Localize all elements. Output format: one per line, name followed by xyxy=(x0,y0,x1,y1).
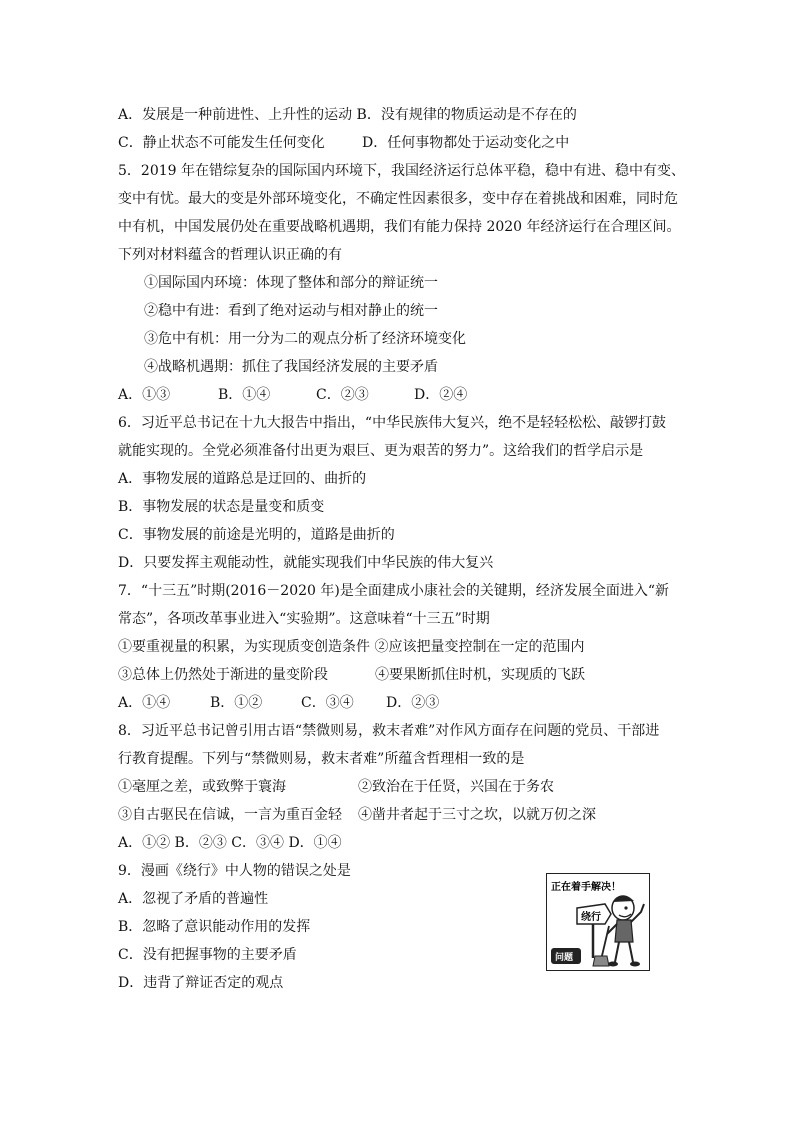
figure-leg-left xyxy=(615,942,619,962)
q5-stem-line2: 变中有忧。最大的变是外部环境变化，不确定性因素很多，变中存在着挑战和困难，同时危 xyxy=(118,191,678,207)
figure-eye xyxy=(624,906,627,909)
q8-options: A．①② B．②③ C．③④ D．①④ xyxy=(118,835,342,851)
broom-head xyxy=(593,956,609,966)
q9-stem: 9．漫画《绕行》中人物的错误之处是 xyxy=(118,863,351,879)
detour-sign-label: 绕行 xyxy=(581,912,601,923)
q8-item-3: ③自古驱民在信诚，一言为重百金轻 xyxy=(118,807,342,823)
figure-shoe-left xyxy=(608,962,618,967)
q6-option-d: D．只要发挥主观能动性，就能实现我们中华民族的伟大复兴 xyxy=(118,555,494,571)
q4-option-d: D．任何事物都处于运动变化之中 xyxy=(362,135,570,151)
q6-stem-line2: 就能实现的。全党必须准备付出更为艰巨、更为艰苦的努力”。这给我们的哲学启示是 xyxy=(118,443,644,459)
q7-item-4: ④要果断抓住时机，实现质的飞跃 xyxy=(375,667,585,683)
q5-option-b: B．①④ xyxy=(218,387,271,403)
q7-stem-line1: 7．“十三五”时期(2016－2020 年)是全面建成小康社会的关键期，经济发展全面进入“新 xyxy=(118,583,670,599)
q8-stem-line1: 8．习近平总书记曾引用古语“禁微则易，救末者难”对作风方面存在问题的党员、干部进 xyxy=(118,723,660,739)
q6-option-b: B．事物发展的状态是量变和质变 xyxy=(118,499,325,515)
problem-label: 问题 xyxy=(555,953,574,963)
q7-option-a: A．①④ xyxy=(118,695,171,711)
q5-item-2: ②稳中有进：看到了绝对运动与相对静止的统一 xyxy=(144,303,438,319)
q8-item-2: ②致治在于任贤，兴国在于务农 xyxy=(358,779,554,795)
q7-item-3: ③总体上仍然处于渐进的量变阶段 xyxy=(118,667,328,683)
q7-items-1-2: ①要重视量的积累，为实现质变创造条件 ②应该把量变控制在一定的范围内 xyxy=(118,639,585,655)
q5-option-a: A．①③ xyxy=(118,387,171,403)
q7-stem-line2: 常态”，各项改革事业进入“实验期”。这意味着“十三五”时期 xyxy=(118,611,490,627)
q9-option-d: D．违背了辩证否定的观点 xyxy=(118,975,284,991)
figure-leg-right xyxy=(629,942,633,962)
q9-option-c: C．没有把握事物的主要矛盾 xyxy=(118,947,297,963)
q6-option-a: A．事物发展的道路总是迂回的、曲折的 xyxy=(118,471,367,487)
q5-option-c: C．②③ xyxy=(316,387,369,403)
figure-body xyxy=(615,920,633,942)
q7-option-c: C．③④ xyxy=(301,695,354,711)
q9-option-b: B．忽略了意识能动作用的发挥 xyxy=(118,919,311,935)
detour-cartoon xyxy=(546,873,650,971)
q7-option-b: B．①② xyxy=(210,695,263,711)
q9-option-a: A．忽视了矛盾的普遍性 xyxy=(118,891,269,907)
cartoon-caption: 正在着手解决！ xyxy=(551,882,621,893)
figure-hair xyxy=(613,896,634,902)
q8-item-4: ④凿井者起于三寸之坎，以就万仞之深 xyxy=(358,807,596,823)
q8-item-1: ①毫厘之差，或致弊于寰海 xyxy=(118,779,286,795)
q5-item-1: ①国际国内环境：体现了整体和部分的辩证统一 xyxy=(144,275,438,291)
q6-option-c: C．事物发展的前途是光明的，道路是曲折的 xyxy=(118,527,395,543)
q7-option-d: D．②③ xyxy=(386,695,440,711)
q4-option-ab: A．发展是一种前进性、上升性的运动 B．没有规律的物质运动是不存在的 xyxy=(118,107,577,123)
q5-stem-line4: 下列对材料蕴含的哲理认识正确的有 xyxy=(118,247,342,263)
q8-stem-line2: 行教育提醒。下列与“禁微则易，救末者难”所蕴含哲理相一致的是 xyxy=(118,751,525,767)
q5-option-d: D．②④ xyxy=(414,387,468,403)
cartoon-drawing xyxy=(547,874,649,970)
figure-shoe-right xyxy=(630,962,640,967)
q5-item-3: ③危中有机：用一分为二的观点分析了经济环境变化 xyxy=(144,331,466,347)
q6-stem-line1: 6．习近平总书记在十九大报告中指出，“中华民族伟大复兴，绝不是轻轻松松、敲锣打鼓 xyxy=(118,415,667,431)
q5-item-4: ④战略机遇期：抓住了我国经济发展的主要矛盾 xyxy=(144,359,438,375)
q4-option-c: C．静止状态不可能发生任何变化 xyxy=(118,135,325,151)
q5-stem-line3: 中有机，中国发展仍处在重要战略机遇期，我们有能力保持 2020 年经济运行在合理区间。 xyxy=(118,219,681,235)
q5-stem-line1: 5．2019 年在错综复杂的国际国内环境下，我国经济运行总体平稳，稳中有进、稳中有变、 xyxy=(118,163,685,179)
broom-handle xyxy=(601,926,609,960)
